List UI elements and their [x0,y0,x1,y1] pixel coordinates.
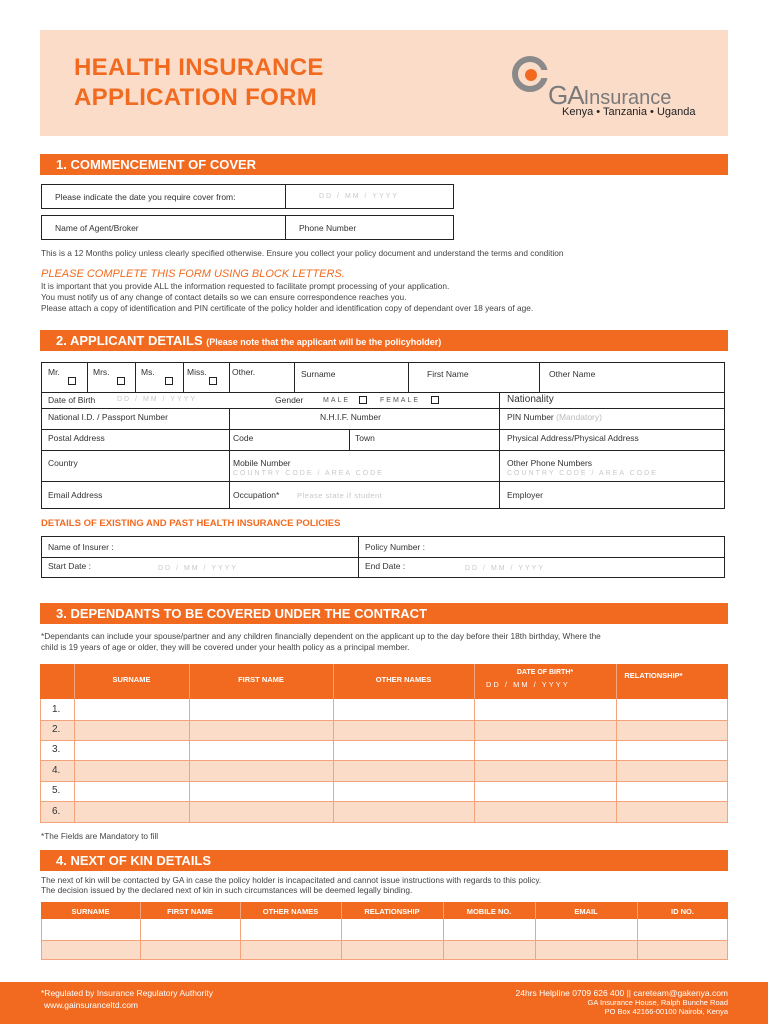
dependants-table [40,664,728,823]
national-id-label: National I.D. / Passport Number [48,412,168,422]
town-label: Town [355,433,375,443]
cover-date-box [41,184,454,209]
nhif-label: N.H.I.F. Number [320,412,381,422]
dep-col-first-name: FIRST NAME [238,675,284,684]
mobile-input[interactable]: COUNTRY CODE / AREA CODE [233,470,384,477]
logo-wordmark [548,82,671,108]
existing-policies-heading: DETAILS OF EXISTING AND PAST HEALTH INSURANCE POLICIES [41,518,341,529]
female-checkbox[interactable] [431,396,439,404]
kin-col-relationship: RELATIONSHIP [364,907,420,916]
postal-label: Postal Address [48,433,105,443]
other-phone-label: Other Phone Numbers [507,458,593,468]
ga-logo-icon [512,56,548,92]
footer-address-2: PO Box 42166-00100 Nairobi, Kenya [604,1007,728,1016]
occupation-label: Occupation* [233,490,280,500]
cover-date-input[interactable]: DD / MM / YYYY [319,193,399,200]
row-number: 1. [52,704,61,715]
row-number: 3. [52,744,61,755]
block-letters-note: PLEASE COMPLETE THIS FORM USING BLOCK LETTERS. [41,268,345,280]
section2-note: (Please note that the applicant will be the policyholder) [206,337,442,347]
pin-mandatory: (Mandatory) [556,412,602,422]
kin-col-other-names: OTHER NAMES [262,907,319,916]
other-name-label: Other Name [549,369,596,379]
dep-col-surname: SURNAME [112,675,151,684]
row-number: 2. [52,724,61,735]
form-title-line1: HEALTH INSURANCE [74,54,324,81]
title-mr: Mr. [48,367,60,377]
section2-heading [40,330,728,351]
footer-helpline: 24hrs Helpline 0709 626 400 || careteam@gakenya.com [515,988,728,998]
female-label: FEMALE [380,397,421,404]
start-date-input[interactable]: DD / MM / YYYY [158,565,238,572]
section3-heading: 3. DEPENDANTS TO BE COVERED UNDER THE CONTRACT [40,603,728,624]
mobile-label: Mobile Number [233,458,291,468]
end-date-input[interactable]: DD / MM / YYYY [465,565,545,572]
title-ms: Ms. [141,367,155,377]
info-line-1: It is important that you provide ALL the information requested to facilitate prompt processing of your application. [41,281,450,291]
start-date-label: Start Date : [48,561,91,571]
section4-heading: 4. NEXT OF KIN DETAILS [40,850,728,871]
kin-table [41,902,728,960]
logo-brand: GA [548,80,584,110]
logo-word: Insurance [583,87,672,109]
dependants-note-2: child is 19 years of age or older, they will be covered under your health policy as a principal member. [41,642,410,652]
code-label: Code [233,433,254,443]
email-label: Email Address [48,490,103,500]
male-checkbox[interactable] [359,396,367,404]
footer-regulated: *Regulated by Insurance Regulatory Authority [41,988,213,998]
dependants-note-1: *Dependants can include your spouse/partner and any children financially dependent on the applicant up to the day before their 18th birthday, Where the [41,631,601,641]
policy-note: This is a 12 Months policy unless clearly specified otherwise. Ensure you collect your policy document and understand the terms and condition [41,248,564,258]
section1-heading: 1. COMMENCEMENT OF COVER [40,154,728,175]
kin-col-id: ID NO. [671,907,694,916]
agent-label: Name of Agent/Broker [55,223,139,233]
footer-website[interactable]: www.gainsuranceltd.com [44,1000,139,1010]
info-line-2: You must notify us of any change of contact details so we can ensure correspondence reaches you. [41,292,407,302]
kin-col-first-name: FIRST NAME [167,907,213,916]
mandatory-note: *The Fields are Mandatory to fill [41,831,159,841]
agent-phone-label: Phone Number [299,223,357,233]
employer-label: Employer [507,490,543,500]
kin-col-surname: SURNAME [71,907,110,916]
title-mrs-checkbox[interactable] [117,377,125,385]
end-date-label: End Date : [365,561,406,571]
pin-label [507,412,602,422]
dep-col-other-names: OTHER NAMES [375,675,432,684]
physical-label: Physical Address/Physical Address [507,433,639,443]
pin-text: PIN Number [507,412,554,422]
form-title-line2: APPLICATION FORM [74,84,318,111]
kin-col-email: EMAIL [574,907,598,916]
title-mr-checkbox[interactable] [68,377,76,385]
other-phone-input[interactable]: COUNTRY CODE / AREA CODE [507,470,658,477]
gender-label: Gender [275,395,304,405]
row-number: 5. [52,785,61,796]
title-mrs: Mrs. [93,367,110,377]
title-other: Other. [232,367,256,377]
row-number: 6. [52,806,61,817]
policy-number-label: Policy Number : [365,542,425,552]
title-ms-checkbox[interactable] [165,377,173,385]
dob-input[interactable]: DD / MM / YYYY [117,396,197,403]
footer-address-1: GA Insurance House, Ralph Bunche Road [587,998,728,1007]
row-number: 4. [52,765,61,776]
agent-box [41,215,454,240]
dep-col-relationship: RELATIONSHIP* [624,671,683,680]
section2-title: 2. APPLICANT DETAILS [56,333,203,348]
info-line-3: Please attach a copy of identification and PIN certificate of the policy holder and identification copy of dependant over 18 years of age. [41,303,534,313]
kin-note-1: The next of kin will be contacted by GA in case the policy holder is incapacitated and cannot issue instructions with regards to this policy. [41,875,542,885]
existing-policies-grid [41,536,725,578]
insurer-label: Name of Insurer : [48,542,114,552]
applicant-grid [41,362,725,509]
first-name-label: First Name [427,369,469,379]
surname-label: Surname [301,369,336,379]
kin-col-mobile: MOBILE NO. [466,907,512,916]
dep-col-dob-format: DD / MM / YYYY [486,680,570,689]
cover-date-label: Please indicate the date you require cover from: [55,192,236,202]
page-footer [0,982,768,1024]
country-label: Country [48,458,78,468]
dep-col-dob: DATE OF BIRTH* [516,669,574,676]
nationality-label: Nationality [507,394,554,405]
form-header [40,30,728,136]
dob-label: Date of Birth [48,395,96,405]
title-miss: Miss. [187,367,207,377]
title-miss-checkbox[interactable] [209,377,217,385]
male-label: MALE [323,397,351,404]
occupation-input[interactable]: Please state if student [297,491,383,500]
logo-countries: Kenya • Tanzania • Uganda [562,106,696,118]
kin-note-2: The decision issued by the declared next of kin in such circumstances will be deemed legally binding. [41,885,413,895]
